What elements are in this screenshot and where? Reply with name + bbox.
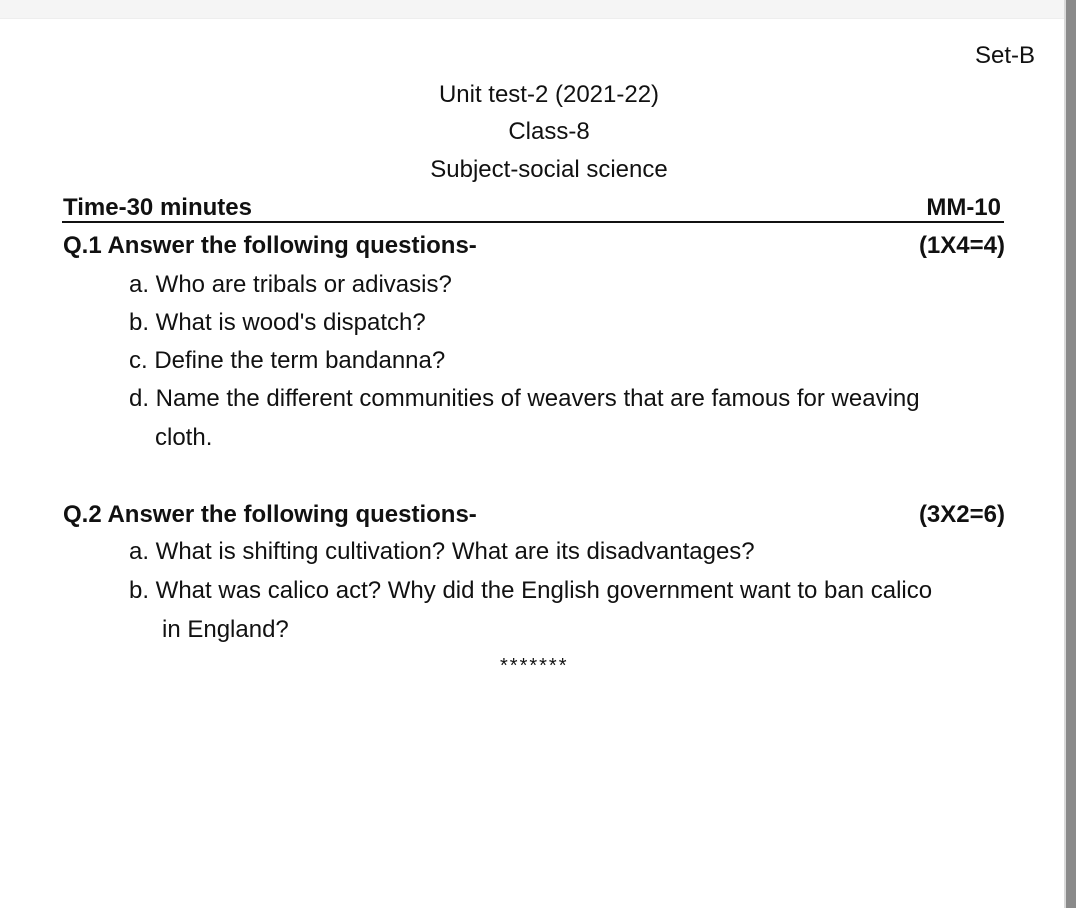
q1-item-b: b. What is wood's dispatch? (129, 309, 426, 336)
q2-heading: Q.2 Answer the following questions- (63, 501, 477, 528)
set-label: Set-B (974, 42, 1035, 69)
end-stars: ******* (500, 655, 569, 677)
q1-item-c: c. Define the term bandanna? (129, 347, 446, 374)
q1-item-d-continued: cloth. (155, 424, 213, 451)
max-marks-label: MM-10 (926, 194, 1001, 221)
q2-item-b-continued: in England? (162, 616, 289, 643)
q1-heading: Q.1 Answer the following questions- (63, 232, 477, 259)
top-band (0, 0, 1064, 19)
q1-marks: (1X4=4) (918, 232, 1005, 259)
class-label: Class-8 (508, 118, 590, 145)
subject-label: Subject-social science (430, 156, 668, 183)
time-label: Time-30 minutes (63, 194, 252, 221)
q2-marks: (3X2=6) (918, 501, 1005, 528)
q2-item-b: b. What was calico act? Why did the English government want to ban calico (129, 577, 933, 604)
q2-item-a: a. What is shifting cultivation? What are its disadvantages? (129, 538, 755, 565)
header-rule (62, 221, 1004, 223)
q1-item-d: d. Name the different communities of weavers that are famous for weaving (129, 385, 920, 412)
test-title: Unit test-2 (2021-22) (438, 81, 660, 108)
q1-item-a: a. Who are tribals or adivasis? (129, 271, 452, 298)
